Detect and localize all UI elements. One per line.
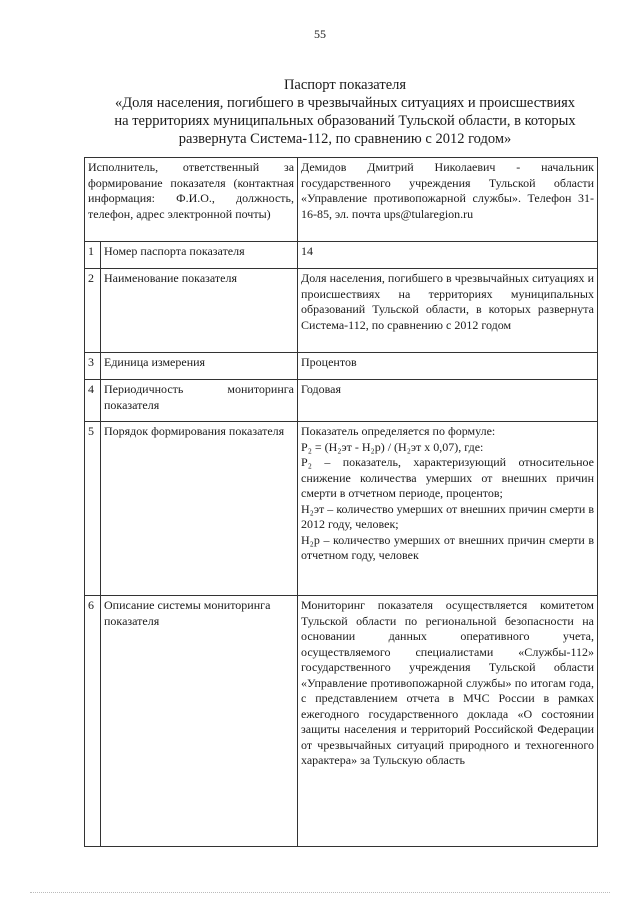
table-row-executor <box>85 158 598 242</box>
row-number: 3 <box>85 353 101 380</box>
title-line-1: Паспорт показателя <box>283 77 407 93</box>
row-label: Единица измерения <box>101 353 298 380</box>
row-label: Порядок формирования показателя <box>101 422 298 596</box>
row-number: 4 <box>85 380 101 422</box>
title-line-4: развернута Система-112, по сравнению с 2012 годом» <box>178 131 512 147</box>
title-line-2: «Доля населения, погибшего в чрезвычайных ситуациях и происшествиях <box>114 95 576 111</box>
table-row <box>85 269 598 353</box>
row-value: Доля населения, погибшего в чрезвычайных ситуациях и происшествиях на территориях муниципальных образований Тульской области, в которых развернута Система-112, по сравнению с 2012 годом <box>298 269 598 353</box>
table-row <box>85 380 598 422</box>
row-number: 1 <box>85 242 101 269</box>
table-row <box>85 596 598 847</box>
document-title <box>100 76 590 148</box>
row-label: Номер паспорта показателя <box>101 242 298 269</box>
table-row <box>85 242 598 269</box>
formula-intro: Показатель определяется по формуле: <box>301 424 496 438</box>
table-row <box>85 353 598 380</box>
formula-cell <box>298 422 598 596</box>
title-line-3: на территориях муниципальных образований Тульской области, в которых <box>114 113 576 129</box>
row-number: 6 <box>85 596 101 847</box>
definition-h2r: H₂р – количество умерших от внешних причин смерти в отчетном году, человек <box>301 532 594 562</box>
indicator-passport-table <box>84 157 598 847</box>
row-number: 5 <box>85 422 101 596</box>
table-row <box>85 422 598 596</box>
row-label: Периодичность мониторинга показателя <box>101 380 298 422</box>
definition-h2et: H₂эт – количество умерших от внешних причин смерти в 2012 году, человек; <box>301 501 594 531</box>
row-label: Наименование показателя <box>101 269 298 353</box>
row-value: Годовая <box>298 380 598 422</box>
row-value: Мониторинг показателя осуществляется комитетом Тульской области по региональной безопасности на основании данных оперативного учета, осуществляемого специалистами «Службы-112» государственного учреждения Тульской области «Управление противопожарной службы» по итогам года, с представлением отчета в МЧС России в рамках ежегодного государственного доклада «О состоянии защиты населения и территорий Российской Федерации от чрезвычайных ситуаций природного и техногенного характера» за Тульскую область <box>298 596 598 847</box>
formula: P₂ = (H₂эт - H₂р) / (H₂эт x 0,07), где: <box>301 439 484 454</box>
row-label: Описание системы мониторинга показателя <box>101 596 298 847</box>
row-value: 14 <box>298 242 598 269</box>
page-number: 55 <box>314 27 326 41</box>
definition-p2: P₂ – показатель, характеризующий относительное снижение количества умерших от внешних причин смерти в отчетном периоде, процентов; <box>301 455 594 500</box>
executor-value: Демидов Дмитрий Николаевич - начальник государственного учреждения Тульской области «Управление противопожарной службы». Телефон 31-16-85, эл. почта ups@tularegion.ru <box>298 158 598 242</box>
row-number: 2 <box>85 269 101 353</box>
scan-edge-divider <box>30 892 610 894</box>
executor-label: Исполнитель, ответственный за формирование показателя (контактная информация: Ф.И.О., должность, телефон, адрес электронной почты) <box>85 158 298 242</box>
row-value: Процентов <box>298 353 598 380</box>
